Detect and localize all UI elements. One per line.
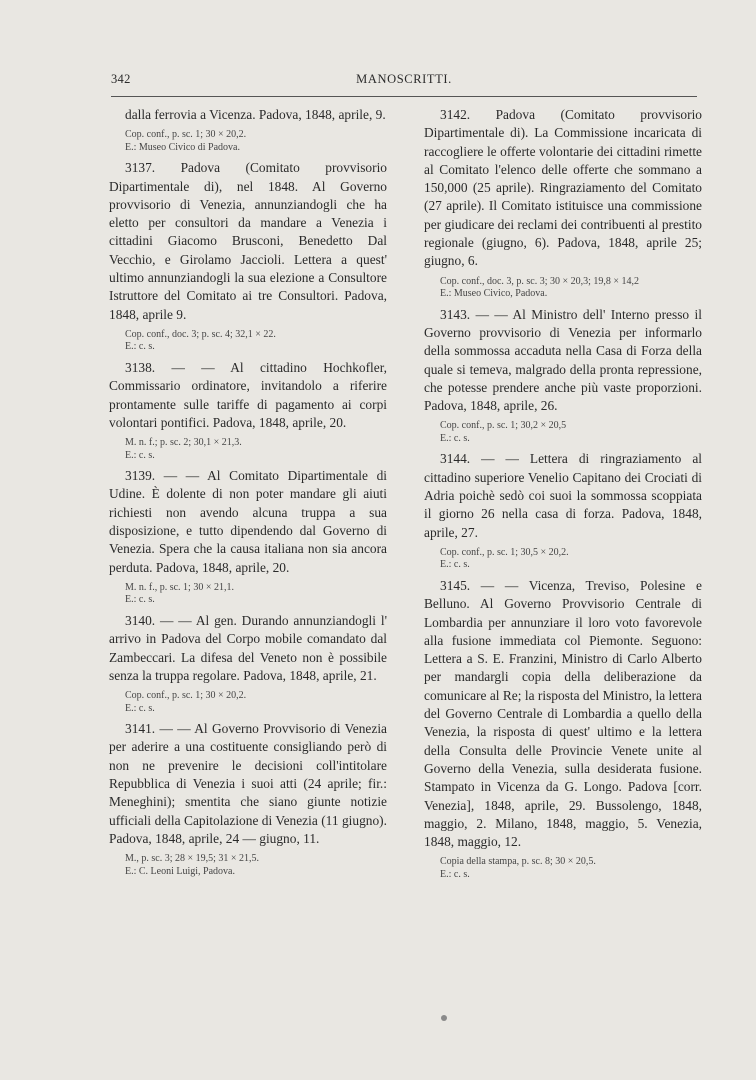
- entry-text: 3142. Padova (Comitato provvisorio Dipartimentale di). La Commissione incaricata di raccogliere le offerte volontarie dei cittadini rimette al Comitato l'elenco delle offerte che sommano a 150,000 (25 aprile). Ringraziamento del Comitato (27 aprile). Il Comitato istituisce una commissione per giudicare dei reclami dei contribuenti al prestito regionale (giugno, 6). Padova, 1848, aprile 25; giugno, 6.: [424, 107, 702, 269]
- entry-note: E.: c. s.: [440, 559, 470, 571]
- catalog-entry: [424, 306, 702, 446]
- catalog-entry: [109, 106, 387, 154]
- catalog-entry: [109, 612, 387, 715]
- catalog-entry: [109, 359, 387, 462]
- entry-note: E.: Museo Civico, Padova.: [440, 288, 548, 300]
- entry-note: E.: c. s.: [125, 702, 155, 714]
- entry-text: 3145. — — Vicenza, Treviso, Polesine e Belluno. Al Governo Provvisorio Centrale di Lombardia per annunziare il loro voto favorevole alla fusione immediata col Piemonte. Seguono: Lettera a S. E. Franzini, Ministro di Carlo Alberto per mandargli copia della deliberazione da comunicare al Re; la risposta del Ministro, la lettera del Governo Centrale di Lombardia a quello della Venezia, la risposta di quest' ultimo e la lettera della Consulta delle Provincie Venete unite al Governo della Venezia, sulla desiderata fusione. Stampato in Vicenza da G. Longo. Padova [corr. Venezia], 1848, aprile, 29. Bussolengo, 1848, maggio, 2. Milano, 1848, maggio, 5. Venezia, 1848, maggio, 12.: [424, 577, 702, 850]
- entry-note: E.: c. s.: [125, 449, 155, 461]
- entry-note: E.: c. s.: [440, 868, 470, 880]
- catalog-entry: [109, 159, 387, 354]
- entry-note: E.: Museo Civico di Padova.: [125, 141, 240, 153]
- catalog-entry: [109, 467, 387, 607]
- entry-text: 3139. — — Al Comitato Dipartimentale di Udine. È dolente di non poter mandare gli aiuti richiesti non avendo alcuna truppa a sua disposizione, e tutto dipendendo dal Governo di Venezia. Spera che la causa italiana non sia ancora perduta. Padova, 1848, aprile, 20.: [109, 468, 387, 575]
- entry-note: Copia della stampa, p. sc. 8; 30 × 20,5.: [440, 856, 596, 868]
- entry-note: Cop. conf., p. sc. 1; 30 × 20,2.: [125, 690, 247, 702]
- entry-note: E.: c. s.: [125, 594, 155, 606]
- entry-text: 3144. — — Lettera di ringraziamento al cittadino superiore Venelio Capitano dei Crociati di Adria poichè sedò coi suoi la sommossa scoppiata il giorno 26 nella casa di forza. Padova, 1848, aprile, 27.: [424, 451, 702, 540]
- catalog-entry: [109, 720, 387, 878]
- header-rule: [111, 96, 697, 97]
- page-header: [111, 72, 697, 94]
- entry-note: E.: C. Leoni Luigi, Padova.: [125, 865, 235, 877]
- entry-note: Cop. conf., p. sc. 1; 30,5 × 20,2.: [440, 546, 569, 558]
- entry-text: 3141. — — Al Governo Provvisorio di Venezia per aderire a una costituente consigliando però di non ne prevenire le decisioni coll'intitolare Repubblica di Venezia i suoi atti (24 aprile; fir.: Meneghini); smentita che siano giunte notizie ufficiali della Capitolazione di Venezia (11 giugno). Padova, 1848, aprile, 24 — giugno, 11.: [109, 721, 387, 846]
- right-column: [424, 106, 702, 886]
- ink-spot: [441, 1015, 447, 1021]
- catalog-entry: [424, 577, 702, 881]
- entry-note: M., p. sc. 3; 28 × 19,5; 31 × 21,5.: [125, 853, 260, 865]
- entry-text: 3137. Padova (Comitato provvisorio Dipartimentale di), nel 1848. Al Governo provvisorio di Venezia, annunziandogli che ha eletto per consultori da mandare a Venezia i cittadini Giacomo Brusconi, Benedetto Dal Vecchio, e Girolamo Jaccioli. Lettera a quest' ultimo annunziandogli la sua elezione a Consultore Istruttore del Comitato ai tre Consultori. Padova, 1848, aprile 9.: [109, 160, 387, 322]
- entry-note: Cop. conf., p. sc. 1; 30,2 × 20,5: [440, 420, 567, 432]
- running-title: MANOSCRITTI.: [356, 72, 452, 86]
- entry-note: M. n. f., p. sc. 1; 30 × 21,1.: [125, 581, 234, 593]
- entry-text: 3138. — — Al cittadino Hochkofler, Commissario ordinatore, invitandolo a riferire prontamente sulle tariffe di pagamento ai corpi volontari pontifici. Padova, 1848, aprile, 20.: [109, 359, 387, 430]
- left-column: [109, 106, 387, 883]
- entry-note: E.: c. s.: [125, 341, 155, 353]
- entry-text: dalla ferrovia a Vicenza. Padova, 1848, aprile, 9.: [125, 107, 386, 122]
- entry-text: 3143. — — Al Ministro dell' Interno presso il Governo provvisorio di Venezia per informarlo della sommossa accaduta nella Casa di Forza della quale si temeva, malgrado della pronta repressione, che potesse prendere anche più vaste proporzioni. Padova, 1848, aprile, 26.: [424, 306, 702, 414]
- entry-text: 3140. — — Al gen. Durando annunziandogli l' arrivo in Padova del Corpo mobile comandato dal Zambeccari. La difesa del Veneto non è possibile senza la truppa regolare. Padova, 1848, aprile, 21.: [109, 612, 387, 683]
- entry-note: M. n. f.; p. sc. 2; 30,1 × 21,3.: [125, 437, 242, 449]
- entry-note: Cop. conf., p. sc. 1; 30 × 20,2.: [125, 129, 247, 141]
- entry-note: Cop. conf., doc. 3, p. sc. 3; 30 × 20,3; 19,8 × 14,2: [440, 275, 640, 287]
- page-number: 342: [111, 72, 131, 86]
- entry-note: Cop. conf., doc. 3; p. sc. 4; 32,1 × 22.: [125, 328, 276, 340]
- catalog-entry: [424, 450, 702, 571]
- catalog-entry: [424, 106, 702, 301]
- entry-note: E.: c. s.: [440, 432, 470, 444]
